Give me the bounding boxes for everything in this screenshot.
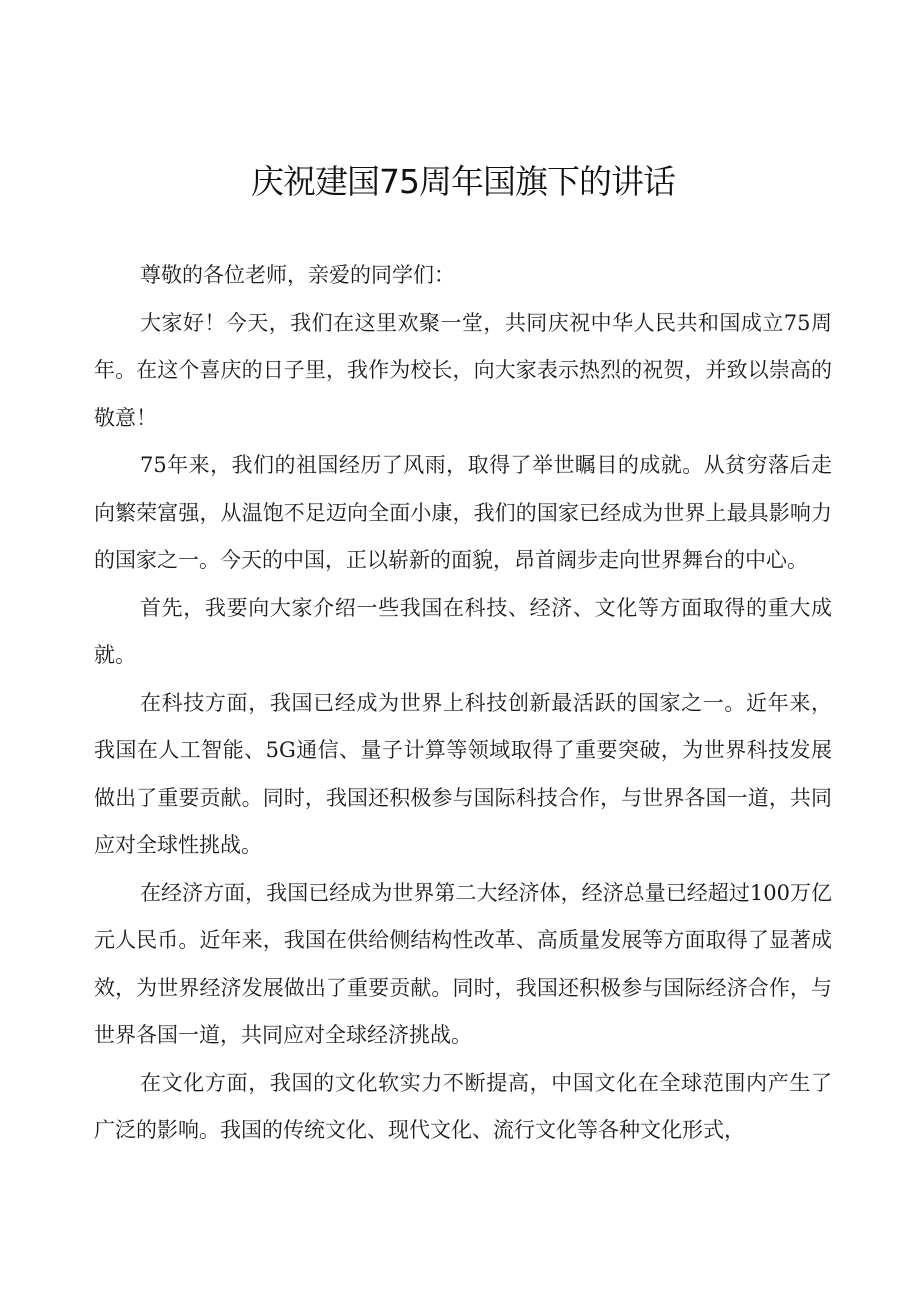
document-title: 庆祝建国75周年国旗下的讲话	[251, 162, 675, 201]
paragraph-greeting: 大家好！今天，我们在这里欢聚一堂，共同庆祝中华人民共和国成立75周年。在这个喜庆的日子里，我作为校长，向大家表示热烈的祝贺，并致以崇高的敬意！	[94, 310, 832, 430]
paragraph-economy: 在经济方面，我国已经成为世界第二大经济体，经济总量已经超过100万亿元人民币。近年来，我国在供给侧结构性改革、高质量发展等方面取得了显著成效，为世界经济发展做出了重要贡献。同时，我国还积极参与国际经济合作，与世界各国一道，共同应对全球经济挑战。	[94, 880, 832, 1047]
paragraph-culture: 在文化方面，我国的文化软实力不断提高，中国文化在全球范围内产生了广泛的影响。我国的传统文化、现代文化、流行文化等各种文化形式，	[94, 1070, 832, 1142]
salutation: 尊敬的各位老师，亲爱的同学们：	[140, 263, 455, 287]
paragraph-achievements: 75年来，我们的祖国经历了风雨，取得了举世瞩目的成就。从贫穷落后走向繁荣富强，从温饱不足迈向全面小康，我们的国家已经成为世界上最具影响力的国家之一。今天的中国，正以崭新的面貌，昂首阔步走向世界舞台的中心。	[94, 453, 832, 572]
paragraph-introduction: 首先，我要向大家介绍一些我国在科技、经济、文化等方面取得的重大成就。	[94, 595, 832, 667]
paragraph-technology: 在科技方面，我国已经成为世界上科技创新最活跃的国家之一。近年来，我国在人工智能、5G通信、量子计算等领域取得了重要突破，为世界科技发展做出了重要贡献。同时，我国还积极参与国际科技合作，与世界各国一道，共同应对全球性挑战。	[94, 690, 832, 857]
document-body	[94, 252, 832, 1155]
